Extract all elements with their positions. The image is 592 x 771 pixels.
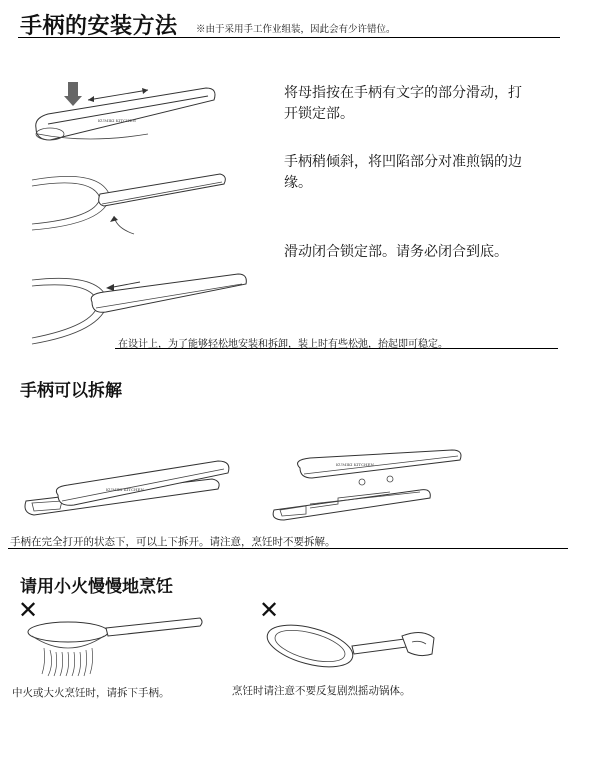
svg-text:KUMIKI KITCHEN: KUMIKI KITCHEN xyxy=(106,487,144,492)
section2-title: 手柄可以拆解 xyxy=(20,381,122,401)
section1-note: ※由于采用手工作业组装，因此会有少许错位。 xyxy=(196,24,396,35)
svg-text:KUMIKI KITCHEN: KUMIKI KITCHEN xyxy=(98,118,136,123)
section1-footnote: 在设计上，为了能够轻松地安装和拆卸，装上时有些松弛，抬起即可稳定。 xyxy=(118,339,448,350)
illustration-handle-separated xyxy=(270,448,475,523)
caption-strong-flame: 中火或大火烹饪时，请拆下手柄。 xyxy=(12,687,170,699)
section2-divider xyxy=(8,548,568,549)
step-1-text: 将母指按在手柄有文字的部分滑动，打开锁定部。 xyxy=(284,85,522,122)
prohibited-mark-1: ✕ xyxy=(18,596,39,624)
illustration-attach-rim xyxy=(30,168,230,243)
step-2-text: 手柄稍倾斜，将凹陷部分对准煎锅的边缘。 xyxy=(284,154,522,191)
illustration-handle-open xyxy=(22,455,237,520)
section3-title: 请用小火慢慢地烹饪 xyxy=(20,577,173,597)
caption-shaking-pan: 烹饪时请注意不要反复剧烈摇动锅体。 xyxy=(232,685,411,697)
prohibited-mark-2: ✕ xyxy=(259,596,280,624)
illustration-strong-flame xyxy=(24,618,204,678)
footnote-divider xyxy=(115,348,558,349)
svg-text:KUMIKI KITCHEN: KUMIKI KITCHEN xyxy=(336,462,374,467)
section1-title: 手柄的安装方法 xyxy=(20,14,178,39)
step-3-text: 滑动闭合锁定部。请务必闭合到底。 xyxy=(284,244,508,260)
section2-caption: 手柄在完全打开的状态下，可以上下拆开。请注意，烹饪时不要拆解。 xyxy=(10,536,336,548)
section1-divider xyxy=(18,37,560,38)
illustration-slide-open xyxy=(28,78,218,150)
illustration-shaking-pan xyxy=(262,614,442,674)
